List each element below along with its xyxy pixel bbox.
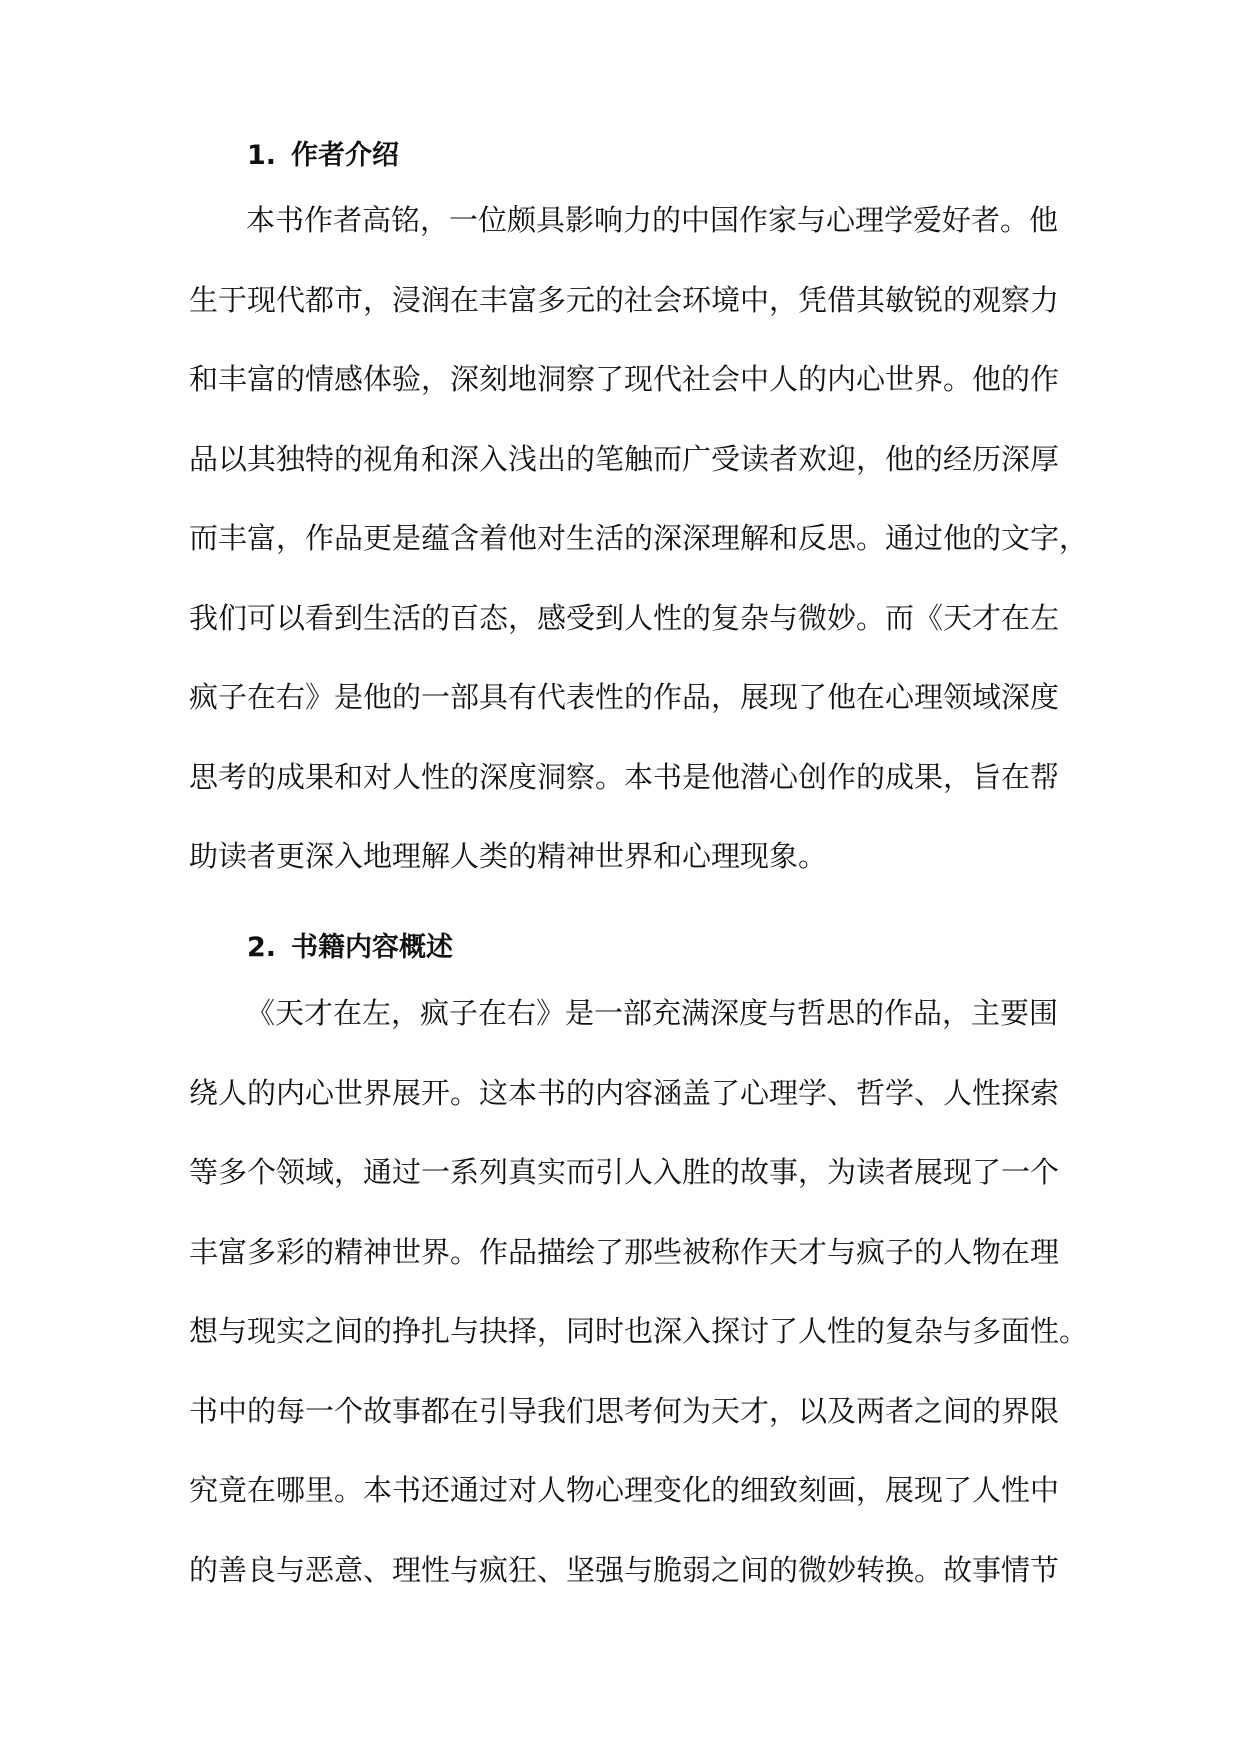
paragraph-author-intro (189, 200, 1089, 916)
paragraph-line: 等多个领域，通过一系列真实而引人入胜的故事，为读者展现了一个 (189, 1155, 1060, 1189)
section-title: 作者介绍 (291, 140, 399, 171)
section-number: 2. (247, 932, 277, 963)
paragraph-book-overview (189, 993, 1089, 1629)
paragraph-line: 绕人的内心世界展开。这本书的内容涵盖了心理学、哲学、人性探索 (189, 1075, 1060, 1110)
paragraph-line: 我们可以看到生活的百态，感受到人性的复杂与微妙。而《天才在左 (189, 600, 1060, 635)
section-heading-book-overview (247, 928, 453, 968)
paragraph-line: 助读者更深入地理解人类的精神世界和心理现象。 (189, 839, 828, 873)
paragraph-line: 疯子在右》是他的一部具有代表性的作品，展现了他在心理领域深度 (189, 680, 1060, 714)
section-number: 1. (247, 140, 277, 171)
paragraph-line: 的善良与恶意、理性与疯狂、坚强与脆弱之间的微妙转换。故事情节 (189, 1552, 1060, 1587)
paragraph-line: 《天才在左，疯子在右》是一部充满深度与哲思的作品，主要围 (246, 996, 1059, 1030)
paragraph-line: 生于现代都市，浸润在丰富多元的社会环境中，凭借其敏锐的观察力 (189, 282, 1060, 317)
paragraph-line: 书中的每一个故事都在引导我们思考何为天才，以及两者之间的界限 (189, 1393, 1060, 1428)
paragraph-line: 究竟在哪里。本书还通过对人物心理变化的细致刻画，展现了人性中 (189, 1473, 1060, 1507)
section-title: 书籍内容概述 (291, 932, 453, 963)
paragraph-line: 想与现实之间的挣扎与抉择，同时也深入探讨了人性的复杂与多面性。 (189, 1314, 1089, 1348)
paragraph-line: 本书作者高铭，一位颇具影响力的中国作家与心理学爱好者。他 (246, 203, 1059, 237)
paragraph-line: 品以其独特的视角和深入浅出的笔触而广受读者欢迎，他的经历深厚 (189, 441, 1060, 476)
paragraph-line: 而丰富，作品更是蕴含着他对生活的深深理解和反思。通过他的文字， (189, 521, 1089, 555)
paragraph-line: 和丰富的情感体验，深刻地洞察了现代社会中人的内心世界。他的作 (189, 362, 1060, 396)
section-heading-author (247, 136, 399, 176)
paragraph-line: 思考的成果和对人性的深度洞察。本书是他潜心创作的成果，旨在帮 (189, 759, 1060, 794)
paragraph-line: 丰富多彩的精神世界。作品描绘了那些被称作天才与疯子的人物在理 (189, 1234, 1060, 1269)
